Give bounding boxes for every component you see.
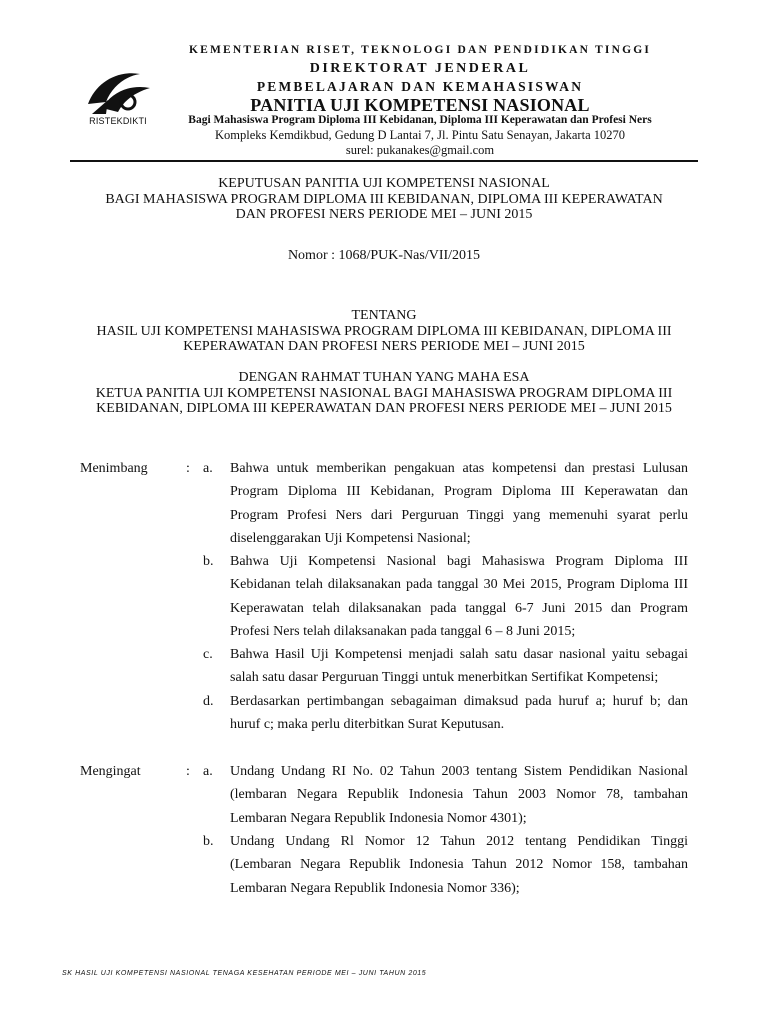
logo-text: RISTEKDIKTI <box>89 116 147 126</box>
decision-about <box>60 308 708 355</box>
page-footer: SK HASIL UJI KOMPETENSI NASIONAL TENAGA KESEHATAN PERIODE MEI – JUNI TAHUN 2015 <box>62 970 427 977</box>
directorate-subtitle: PEMBELAJARAN DAN KEMAHASISWAN <box>256 79 584 94</box>
item-line: Undang Undang RI No. 02 Tahun 2003 tentang Sistem Pendidikan Nasional <box>230 764 688 779</box>
preamble-line: KETUA PANITIA UJI KOMPETENSI NASIONAL BAGI MAHASISWA PROGRAM DIPLOMA III <box>95 385 673 401</box>
item-line: salah satu dasar Perguruan Tinggi untuk menerbitkan Sertifikat Kompetensi; <box>230 670 659 686</box>
item-line: Undang Undang Rl Nomor 12 Tahun 2012 tentang Pendidikan Tinggi <box>230 834 688 849</box>
mengingat-letter-b: b. <box>203 834 214 849</box>
decision-title-line: KEPUTUSAN PANITIA UJI KOMPETENSI NASIONAL <box>218 176 550 191</box>
item-line: Keperawatan telah dilaksanakan pada tanggal 6-7 Juni 2015 dan Program <box>230 600 688 616</box>
committee-subtitle: Bagi Mahasiswa Program Diploma III Kebidanan, Diploma III Keperawatan dan Profesi Ners <box>188 114 652 126</box>
about-line: KEPERAWATAN DAN PROFESI NERS PERIODE MEI – JUNI 2015 <box>183 339 585 354</box>
item-line: Lembaran Negara Republik Indonesia Nomor 336); <box>230 880 520 896</box>
menimbang-letter-a: a. <box>203 461 213 476</box>
letterhead-divider <box>70 160 698 162</box>
item-line: Lembaran Negara Republik Indonesia Nomor 4301); <box>230 810 527 826</box>
about-line: HASIL UJI KOMPETENSI MAHASISWA PROGRAM DIPLOMA III KEBIDANAN, DIPLOMA III <box>96 323 672 339</box>
preamble-line: KEBIDANAN, DIPLOMA III KEPERAWATAN DAN PROFESI NERS PERIODE MEI – JUNI 2015 <box>96 401 672 416</box>
item-line: huruf c; maka perlu diterbitkan Surat Keputusan. <box>230 717 505 733</box>
decision-number: Nomor : 1068/PUK-Nas/VII/2015 <box>287 248 481 263</box>
decision-title-line: BAGI MAHASISWA PROGRAM DIPLOMA III KEBIDANAN, DIPLOMA III KEPERAWATAN <box>105 191 663 207</box>
item-line: Bahwa untuk memberikan pengakuan atas kompetensi dan prestasi Lulusan <box>230 461 688 476</box>
menimbang-letter-c: c. <box>203 647 213 662</box>
item-line: Kebidanan telah dilaksanakan pada tanggal 30 Mei 2015, Program Diploma III <box>230 577 688 593</box>
menimbang-letter-b: b. <box>203 554 214 569</box>
office-email: surel: pukanakes@gmail.com <box>345 143 495 157</box>
mengingat-label: Mengingat <box>80 764 141 779</box>
item-line: (Lembaran Negara Republik Indonesia Tahun 2012 Nomor 158, tambahan <box>230 857 688 873</box>
directorate-name: DIREKTORAT JENDERAL <box>309 61 531 76</box>
item-line: Bahwa Hasil Uji Kompetensi menjadi salah satu dasar nasional yaitu sebagai <box>230 647 688 662</box>
decision-title-line: DAN PROFESI NERS PERIODE MEI – JUNI 2015 <box>235 207 533 222</box>
menimbang-item-b <box>230 550 688 643</box>
mengingat-colon: : <box>186 764 190 779</box>
item-line: Program Profesi Ners dari Perguruan Tinggi yang memenuhi syarat perlu <box>230 507 688 523</box>
item-line: diselenggarakan Uji Kompetensi Nasional; <box>230 530 471 546</box>
decision-title <box>60 176 708 223</box>
mengingat-letter-a: a. <box>203 764 213 779</box>
decision-preamble <box>60 370 708 417</box>
menimbang-item-a <box>230 457 688 550</box>
committee-name: PANITIA UJI KOMPETENSI NASIONAL <box>250 95 590 115</box>
menimbang-item-c <box>230 643 688 690</box>
menimbang-colon: : <box>186 461 190 476</box>
menimbang-item-d <box>230 690 688 737</box>
ministry-name: KEMENTERIAN RISET, TEKNOLOGI DAN PENDIDIKAN TINGGI <box>188 44 652 56</box>
item-line: Bahwa Uji Kompetensi Nasional bagi Mahasiswa Program Diploma III <box>230 554 688 569</box>
about-line: TENTANG <box>351 308 417 323</box>
item-line: Berdasarkan pertimbangan sebagaiman dimaksud pada huruf a; huruf b; dan <box>230 694 688 709</box>
item-line: (lembaran Negara Republik Indonesia Tahun 2003 Nomor 78, tambahan <box>230 787 688 803</box>
office-address: Kompleks Kemdikbud, Gedung D Lantai 7, Jl. Pintu Satu Senayan, Jakarta 10270 <box>214 128 625 142</box>
item-line: Profesi Ners telah dilaksanakan pada tanggal 6 – 8 Juni 2015; <box>230 623 576 639</box>
mengingat-item-b <box>230 830 688 900</box>
item-line: Program Diploma III Kebidanan, Program Diploma III Keperawatan dan <box>230 484 688 500</box>
menimbang-letter-d: d. <box>203 694 214 709</box>
preamble-line: DENGAN RAHMAT TUHAN YANG MAHA ESA <box>238 370 530 385</box>
mengingat-item-a <box>230 760 688 830</box>
menimbang-label: Menimbang <box>80 461 148 476</box>
